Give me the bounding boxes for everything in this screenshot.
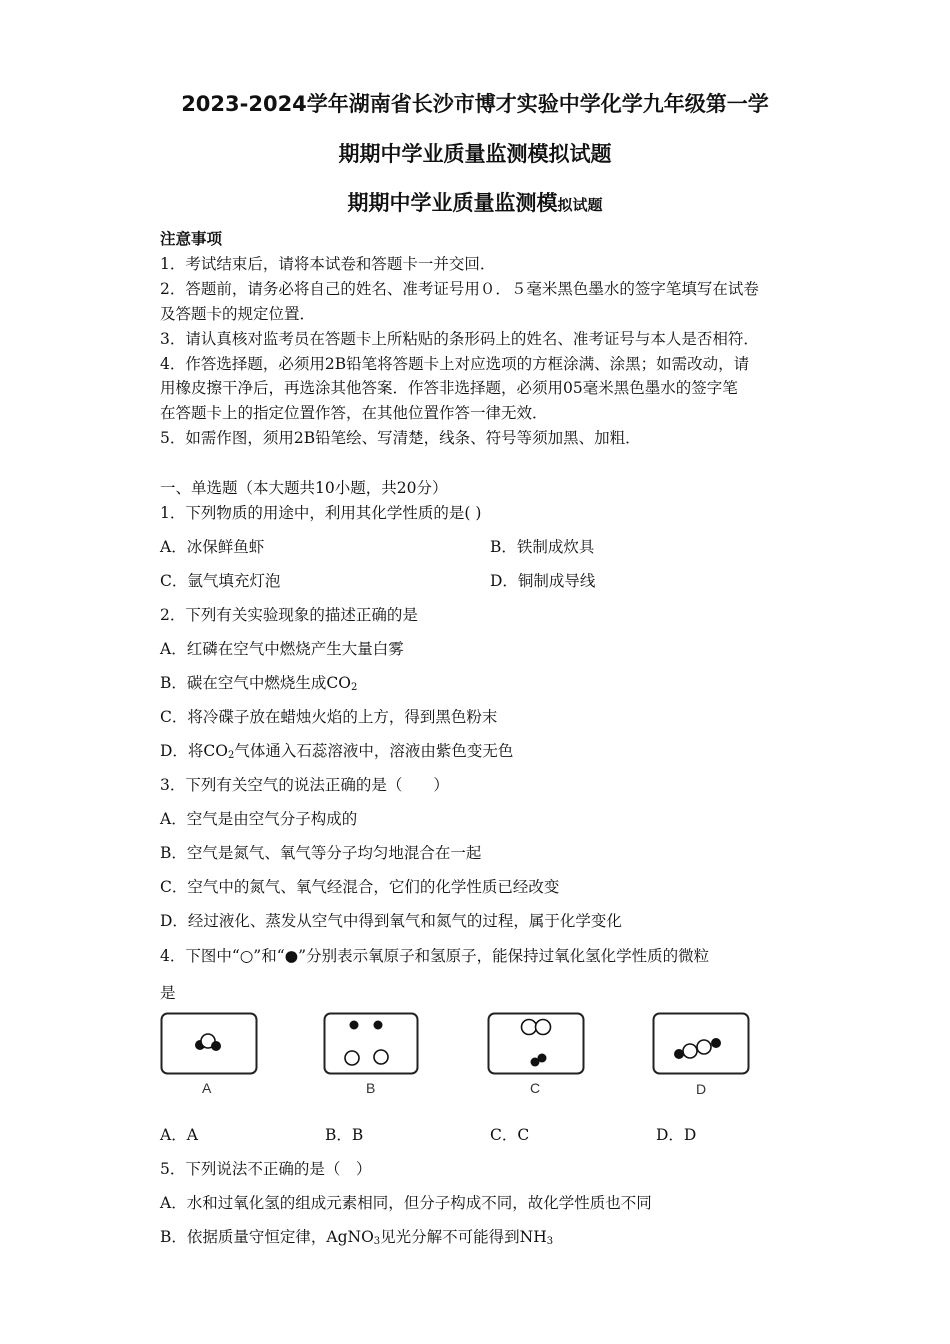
q5-option-a[interactable]: A．水和过氧化氢的组成元素相同，但分子构成不同，故化学性质也不同 xyxy=(160,1194,652,1212)
question-1-stem: 1．下列物质的用途中，利用其化学性质的是( ) xyxy=(160,504,482,522)
q3-option-b[interactable]: B．空气是氮气、氧气等分子均匀地混合在一起 xyxy=(160,844,482,862)
q2-option-a[interactable]: A．红磷在空气中燃烧产生大量白雾 xyxy=(160,640,404,658)
q1-option-d[interactable]: D．铜制成导线 xyxy=(490,572,596,590)
q4-option-d[interactable]: D．D xyxy=(656,1126,697,1144)
q1-option-b[interactable]: B．铁制成炊具 xyxy=(490,538,595,556)
exam-title-line-3 xyxy=(0,187,950,217)
notice-item: 用橡皮擦干净后，再选涂其他答案．作答非选择题，必须用05毫米黑色墨水的签字笔 xyxy=(160,379,738,397)
question-3-stem: 3．下列有关空气的说法正确的是（ ） xyxy=(160,776,449,794)
q3-option-c[interactable]: C．空气中的氮气、氧气经混合，它们的化学性质已经改变 xyxy=(160,878,560,896)
notice-item: 3．请认真核对监考员在答题卡上所粘贴的条形码上的姓名、准考证号与本人是否相符． xyxy=(160,330,759,348)
q2-option-d[interactable] xyxy=(160,739,513,761)
q3-option-a[interactable]: A．空气是由空气分子构成的 xyxy=(160,810,358,828)
question-5-stem: 5．下列说法不正确的是（ ） xyxy=(160,1160,372,1178)
question-2-stem: 2．下列有关实验现象的描述正确的是 xyxy=(160,606,418,624)
q2-option-b-subscript: 2 xyxy=(350,682,358,693)
q4-option-b[interactable]: B．B xyxy=(325,1126,364,1144)
hydrogen-atom xyxy=(211,1041,221,1051)
diagram-label-a: A xyxy=(202,1080,212,1096)
q2-option-b[interactable] xyxy=(160,671,357,693)
notice-item: 5．如需作图，须用2B铅笔绘、写清楚，线条、符号等须加黑、加粗． xyxy=(160,429,641,447)
q5-option-b-text: B．依据质量守恒定律，AgNO xyxy=(160,1228,374,1246)
exam-title-line-1: 2023-2024学年湖南省长沙市博才实验中学化学九年级第一学 xyxy=(181,92,769,116)
q2-option-d-text-rest: 气体通入石蕊溶液中，溶液由紫色变无色 xyxy=(234,742,514,760)
oxygen-atom xyxy=(697,1040,711,1054)
exam-title-line-3-main: 期期中学业质量监测模 xyxy=(347,191,558,215)
molecule-diagram-c xyxy=(487,1012,585,1076)
question-4-stem: 4．下图中“○”和“●”分别表示氧原子和氢原子，能保持过氧化氢化学性质的微粒 xyxy=(160,947,710,965)
q4-option-c[interactable]: C．C xyxy=(490,1126,530,1144)
q2-option-c[interactable]: C．将冷碟子放在蜡烛火焰的上方，得到黑色粉末 xyxy=(160,708,498,726)
notice-heading: 注意事项 xyxy=(160,229,223,248)
notice-item: 2．答题前，请务必将自己的姓名、准考证号用０．５毫米黑色墨水的签字笔填写在试卷 xyxy=(160,280,759,298)
oxygen-atom xyxy=(345,1051,359,1065)
q1-option-a[interactable]: A．冰保鲜鱼虾 xyxy=(160,538,265,556)
hydrogen-atom xyxy=(538,1054,547,1063)
hydrogen-atom xyxy=(711,1038,721,1048)
notice-item: 及答题卡的规定位置． xyxy=(160,305,316,323)
q2-option-d-text: D．将CO xyxy=(160,742,228,760)
q2-option-d-subscript: 2 xyxy=(228,750,235,761)
notice-item: 在答题卡上的指定位置作答，在其他位置作答一律无效． xyxy=(160,404,548,422)
q1-option-c[interactable]: C．氩气填充灯泡 xyxy=(160,572,281,590)
question-4-stem-cont: 是 xyxy=(160,984,176,1002)
q5-option-b[interactable] xyxy=(160,1225,553,1247)
diagram-label-c: C xyxy=(530,1080,541,1096)
diagram-label-b: B xyxy=(366,1080,376,1096)
oxygen-atom xyxy=(536,1020,551,1035)
section-heading: 一、单选题（本大题共10小题，共20分） xyxy=(160,479,448,497)
molecule-diagram-b xyxy=(323,1012,419,1076)
oxygen-atom xyxy=(683,1044,697,1058)
oxygen-atom xyxy=(374,1050,388,1064)
q5-option-b-text-mid: 见光分解不可能得到NH xyxy=(380,1228,547,1246)
q5-option-b-subscript: 3 xyxy=(373,1236,381,1247)
q3-option-d[interactable]: D．经过液化、蒸发从空气中得到氧气和氮气的过程，属于化学变化 xyxy=(160,912,622,930)
molecule-diagram-a xyxy=(160,1012,258,1076)
molecule-diagram-d xyxy=(652,1012,750,1076)
hydrogen-atom xyxy=(350,1021,359,1030)
exam-title-line-2: 期期中学业质量监测模拟试题 xyxy=(338,142,612,166)
q4-option-a[interactable]: A．A xyxy=(160,1126,198,1144)
oxygen-atom xyxy=(522,1020,537,1035)
q5-option-b-subscript-2: 3 xyxy=(546,1236,554,1247)
exam-title-line-3-small: 拟试题 xyxy=(557,196,603,214)
notice-item: 1．考试结束后，请将本试卷和答题卡一并交回． xyxy=(160,255,496,273)
q2-option-b-text: B．碳在空气中燃烧生成CO xyxy=(160,674,351,692)
hydrogen-atom xyxy=(374,1021,383,1030)
notice-item: 4．作答选择题，必须用2B铅笔将答题卡上对应选项的方框涂满、涂黑；如需改动，请 xyxy=(160,355,750,373)
diagram-label-d: D xyxy=(696,1081,707,1097)
